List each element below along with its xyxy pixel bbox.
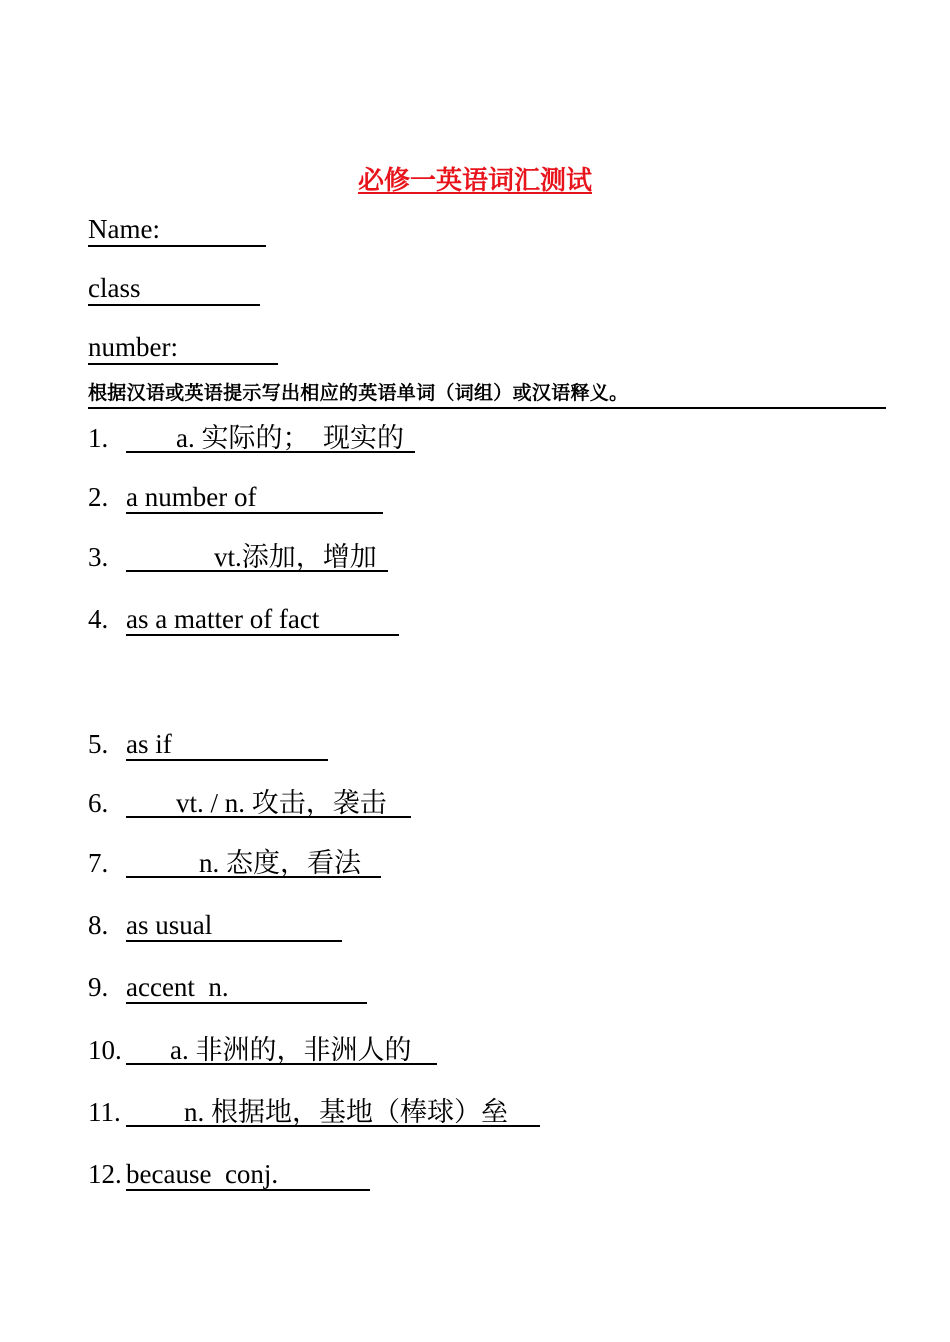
list-item (88, 1033, 412, 1067)
item-number: 4. (88, 604, 109, 634)
item-number: 8. (88, 910, 109, 940)
answer-blank[interactable]: as usual (126, 908, 342, 942)
answer-blank[interactable]: a number of (126, 480, 383, 514)
instruction-text: 根据汉语或英语提示写出相应的英语单词（词组）或汉语释义。 (88, 380, 886, 409)
item-number: 12. (88, 1159, 122, 1189)
list-item (88, 970, 229, 1004)
item-number: 7. (88, 848, 109, 878)
list-item (88, 540, 377, 574)
answer-blank[interactable]: a. 实际的； 现实的 (126, 421, 415, 453)
answer-blank[interactable]: a. 非洲的，非洲人的 (126, 1033, 437, 1065)
number-field[interactable] (88, 331, 278, 365)
answer-blank[interactable]: as a matter of fact (126, 602, 399, 636)
answer-blank[interactable]: as if (126, 727, 328, 761)
answer-blank[interactable]: vt. / n. 攻击，袭击 (126, 786, 411, 818)
list-item (88, 602, 320, 636)
answer-blank[interactable]: accent n. (126, 970, 367, 1004)
class-field[interactable] (88, 272, 260, 306)
name-label: Name: (88, 214, 160, 244)
list-item (88, 908, 213, 942)
item-number: 6. (88, 788, 109, 818)
page-title: 必修一英语词汇测试 (357, 166, 592, 196)
class-label: class (88, 273, 141, 303)
item-number: 2. (88, 482, 109, 512)
list-item (88, 846, 361, 880)
item-number: 3. (88, 542, 109, 572)
item-number: 11. (88, 1097, 121, 1127)
item-number: 10. (88, 1035, 122, 1065)
list-item (88, 786, 387, 820)
list-item (88, 727, 172, 761)
list-item (88, 1095, 508, 1129)
item-number: 9. (88, 972, 109, 1002)
item-number: 1. (88, 423, 109, 453)
list-item (88, 1157, 279, 1191)
list-item (88, 480, 257, 514)
answer-blank[interactable]: vt.添加，增加 (126, 540, 388, 572)
list-item (88, 421, 404, 455)
answer-blank[interactable]: n. 根据地，基地（棒球）垒 (126, 1095, 540, 1127)
number-label: number: (88, 332, 178, 362)
answer-blank[interactable]: n. 态度，看法 (126, 846, 381, 878)
answer-blank[interactable]: because conj. (126, 1157, 370, 1191)
item-number: 5. (88, 729, 109, 759)
name-field[interactable] (88, 213, 266, 247)
